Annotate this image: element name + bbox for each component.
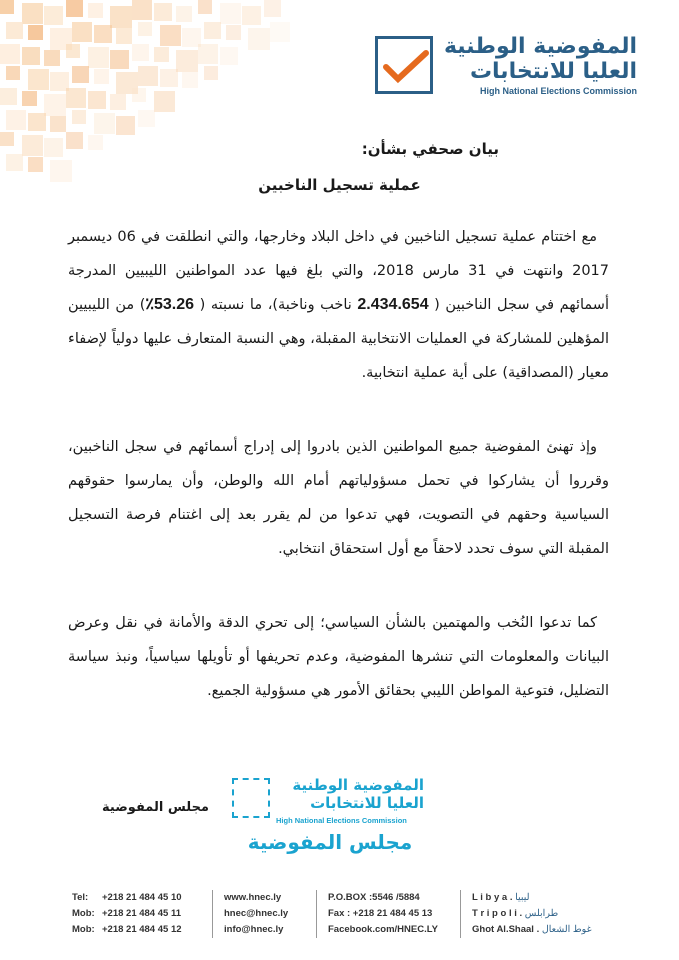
mosaic-tile — [0, 44, 20, 64]
location-ar: طرابلس — [524, 908, 559, 919]
mosaic-tile — [28, 69, 49, 90]
location-ar: غوط الشعال — [541, 924, 592, 935]
mosaic-tile — [220, 47, 238, 65]
mosaic-tile — [6, 66, 20, 80]
mosaic-tile — [44, 6, 63, 25]
stamp-line2: العليا للانتخابات — [310, 794, 424, 812]
location-en: L i b y a . — [472, 892, 513, 903]
check-mark-icon — [382, 47, 430, 87]
website-link[interactable]: www.hnec.ly — [224, 892, 282, 903]
mosaic-tile — [110, 6, 132, 28]
logo-arabic-line2: العليا للانتخابات — [469, 59, 637, 84]
mosaic-tile — [226, 25, 241, 40]
mosaic-tile — [154, 47, 169, 62]
mosaic-tile — [264, 0, 281, 17]
location-ar: ليبيا — [515, 892, 530, 903]
official-stamp — [232, 776, 428, 856]
mosaic-tile — [0, 88, 17, 105]
footer-phones — [72, 890, 182, 938]
mosaic-tile — [22, 135, 43, 156]
mosaic-tile — [66, 44, 80, 58]
stamp-emblem-icon — [232, 778, 270, 818]
phone-value: +218 21 484 45 10 — [102, 892, 182, 903]
mosaic-tile — [116, 28, 132, 44]
email-link[interactable]: hnec@hnec.ly — [224, 908, 289, 919]
phone-label: Mob: — [72, 924, 95, 935]
contact-footer — [0, 884, 679, 954]
footer-divider — [316, 890, 317, 938]
key-figure: 2.434.654 — [357, 296, 429, 313]
mosaic-tile — [138, 22, 152, 36]
logo-arabic-line1: المفوضية الوطنية — [443, 34, 637, 59]
key-figure: 53.26٪ — [145, 296, 195, 313]
mosaic-tile — [132, 44, 149, 61]
mosaic-tile — [198, 0, 212, 14]
mosaic-tile — [44, 138, 63, 157]
mosaic-tile — [88, 135, 103, 150]
mosaic-tile — [154, 3, 172, 21]
mosaic-tile — [160, 69, 178, 87]
mosaic-tile — [22, 91, 37, 106]
mosaic-tile — [138, 66, 158, 86]
mosaic-tile — [72, 22, 92, 42]
phone-value: +218 21 484 45 12 — [102, 924, 182, 935]
mosaic-tile — [6, 110, 26, 130]
mosaic-tile — [66, 132, 83, 149]
mosaic-tile — [138, 110, 155, 127]
location-en: Ghot Al.Shaal . — [472, 924, 540, 935]
fax-number: Fax : +218 21 484 45 13 — [328, 908, 433, 919]
mosaic-tile — [204, 66, 218, 80]
mosaic-tile — [182, 72, 198, 88]
mosaic-tile — [66, 88, 86, 108]
paragraph-3: كما تدعوا النُخب والمهتمين بالشأن السياسي؛ إلى تحري الدقة والأمانة في نقل وعرض البيانات والمعلومات التي تنشرها المفوضية، وعدم تحريفها أو تأويلها سياسياً، ونبذ سياسة التضليل، فتوعية المواطن الليبي بحقائق الأمور هي مسؤولية الجميع. — [68, 615, 609, 699]
mosaic-tile — [72, 110, 86, 124]
mosaic-tile — [88, 91, 106, 109]
stamp-council: مجلس المفوضية — [247, 830, 413, 854]
mosaic-tile — [176, 6, 192, 22]
paragraph-2: وإذ تهنئ المفوضية جميع المواطنين الذين بادروا إلى إدراج أسمائهم في سجل الناخبين، وقرروا أن يشاركوا في تحمل مسؤولياتهم أمام الله والوطن، وأن يمارسوا حقوقهم السياسية وحقهم في التصويت، فهي تدعوا من لم يقرر بعد إلى اغتنام فرصة التسجيل المقبلة التي سوف تحدد لاحقاً مع أول استحقاق انتخابي. — [68, 439, 609, 557]
logo-english-name: High National Elections Commission — [479, 86, 637, 96]
mosaic-tile — [132, 0, 152, 20]
mosaic-tile — [88, 47, 109, 68]
logo-ballot-box — [375, 36, 433, 94]
mosaic-tile — [116, 116, 135, 135]
footer-postal — [328, 890, 438, 938]
stamp-line1: المفوضية الوطنية — [292, 776, 424, 794]
mosaic-tile — [72, 66, 89, 83]
phone-label: Tel: — [72, 892, 89, 903]
po-box: P.O.BOX :5546 /5884 — [328, 892, 420, 903]
mosaic-tile — [28, 25, 43, 40]
mosaic-tile — [50, 116, 66, 132]
footer-divider — [460, 890, 461, 938]
mosaic-tile — [88, 3, 103, 18]
mosaic-tile — [248, 28, 270, 50]
mosaic-tile — [94, 25, 112, 43]
email-link[interactable]: info@hnec.ly — [224, 924, 284, 935]
mosaic-tile — [22, 3, 43, 24]
mosaic-tile — [242, 6, 261, 25]
mosaic-tile — [6, 154, 23, 171]
mosaic-tile — [94, 69, 109, 84]
mosaic-tile — [110, 50, 129, 69]
mosaic-tile — [28, 113, 46, 131]
mosaic-tile — [0, 132, 14, 146]
statement-subject: عملية تسجيل الناخبين — [258, 176, 421, 194]
mosaic-tile — [154, 91, 175, 112]
mosaic-tile — [0, 0, 14, 14]
mosaic-tile — [66, 0, 83, 17]
paragraph-1: مع اختتام عملية تسجيل الناخبين في داخل البلاد وخارجها، والتي انطلقت في 06 ديسمبر 2017 وانتهت في 31 مارس 2018، والتي بلغ فيها عدد المواطنين الليبيين المدرجة أسمائهم في سجل الناخبين ( 2.434.654 ناخب وناخبة)، ما نسبته ( 53.26٪) من الليبيين المؤهلين للمشاركة في العمليات الانتخابية المقبلة، وهي النسبة المتعارف عليها دولياً لإضفاء معيار (المصداقية) على أية عملية انتخابية. — [68, 229, 609, 381]
mosaic-tile — [132, 88, 146, 102]
mosaic-tile — [44, 50, 60, 66]
footer-web — [224, 890, 288, 938]
mosaic-tile — [6, 22, 23, 39]
mosaic-tile — [28, 157, 43, 172]
phone-label: Mob: — [72, 908, 95, 919]
facebook-link[interactable]: Facebook.com/HNEC.LY — [328, 924, 438, 935]
commission-logo — [375, 36, 637, 100]
phone-value: +218 21 484 45 11 — [102, 908, 181, 919]
footer-location — [472, 890, 592, 938]
mosaic-tile — [220, 3, 241, 24]
signature-council: مجلس المفوضية — [102, 800, 209, 815]
press-statement-heading: بيان صحفي بشأن: — [361, 140, 499, 158]
mosaic-tile — [160, 25, 181, 46]
mosaic-tile — [270, 22, 290, 42]
mosaic-tile — [44, 94, 66, 116]
mosaic-tile — [204, 22, 221, 39]
mosaic-tile — [22, 47, 40, 65]
mosaic-tile — [94, 113, 115, 134]
footer-divider — [212, 890, 213, 938]
mosaic-tile — [176, 50, 198, 72]
location-en: T r i p o l i . — [472, 908, 523, 919]
decorative-mosaic — [0, 0, 300, 190]
stamp-english: High National Elections Commission — [276, 816, 407, 825]
mosaic-tile — [110, 94, 126, 110]
mosaic-tile — [198, 44, 218, 64]
